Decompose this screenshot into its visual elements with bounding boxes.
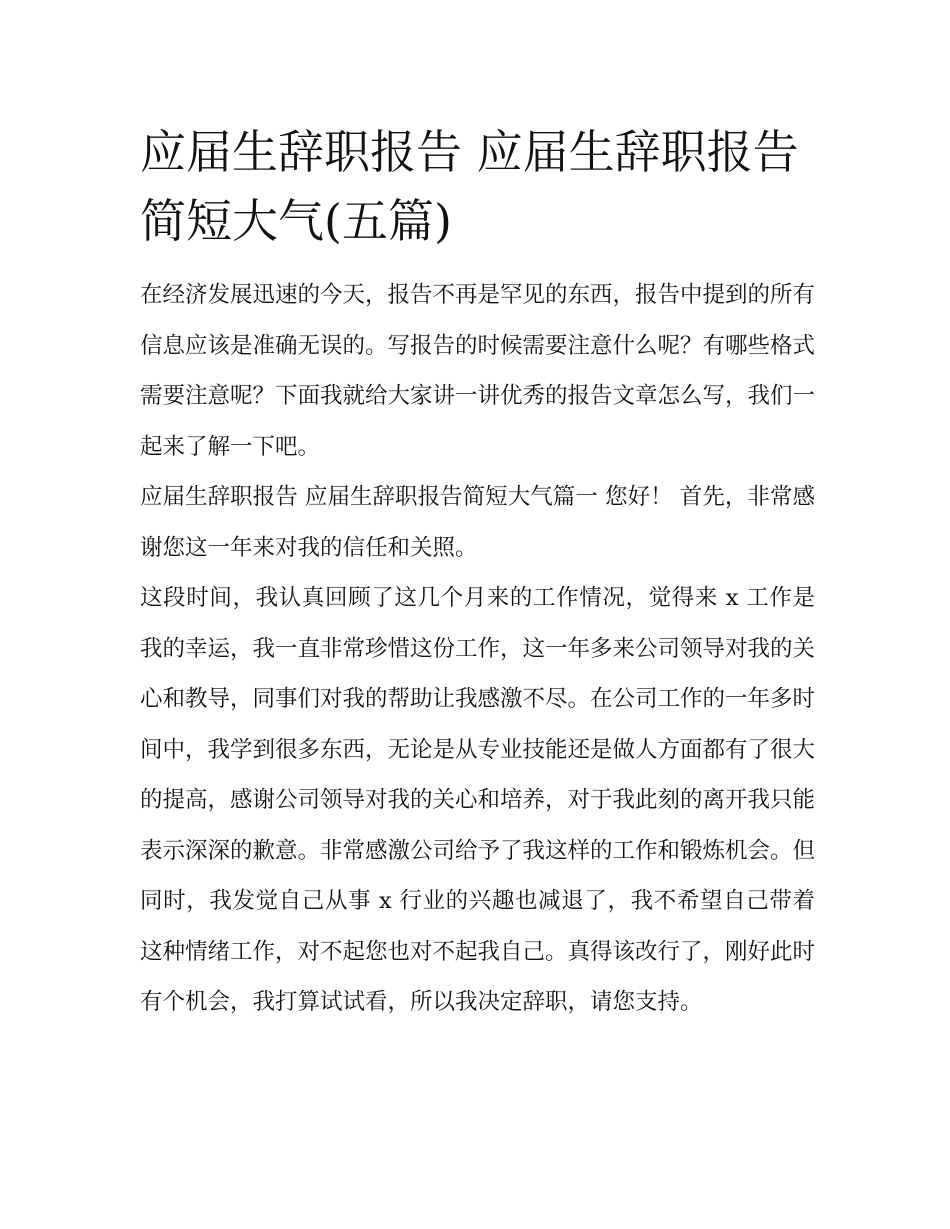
greeting-paragraph: 应届生辞职报告 应届生辞职报告简短大气篇一 您好！ 首先，非常感谢您这一年来对我的信任和关照。 — [140, 484, 815, 561]
body-paragraph: 这段时间，我认真回顾了这几个月来的工作情况，觉得来 x 工作是我的幸运，我一直非常珍惜这份工作，这一年多来公司领导对我的关心和教导，同事们对我的帮助让我感激不尽。在公司工作的一年多时间中，我学到很多东西，无论是从专业技能还是做人方面都有了很大的提高，感谢公司领导对我的关心和培养，对于我此刻的离开我只能表示深深的歉意。非常感激公司给予了我这样的工作和锻炼机会。但同时，我发觉自己从事 x 行业的兴趣也减退了，我不希望自己带着这种情绪工作，对不起您也对不起我自己。真得该改行了，刚好此时有个机会，我打算试试看，所以我决定辞职，请您支持。 — [140, 585, 816, 1015]
document-body — [140, 118, 815, 1028]
document-title: 应届生辞职报告 应届生辞职报告简短大气(五篇) — [140, 125, 799, 248]
intro-paragraph: 在经济发展迅速的今天，报告不再是罕见的东西，报告中提到的所有信息应该是准确无误的。写报告的时候需要注意什么呢？有哪些格式需要注意呢？下面我就给大家讲一讲优秀的报告文章怎么写，我们一起来了解一下吧。 — [140, 282, 816, 460]
